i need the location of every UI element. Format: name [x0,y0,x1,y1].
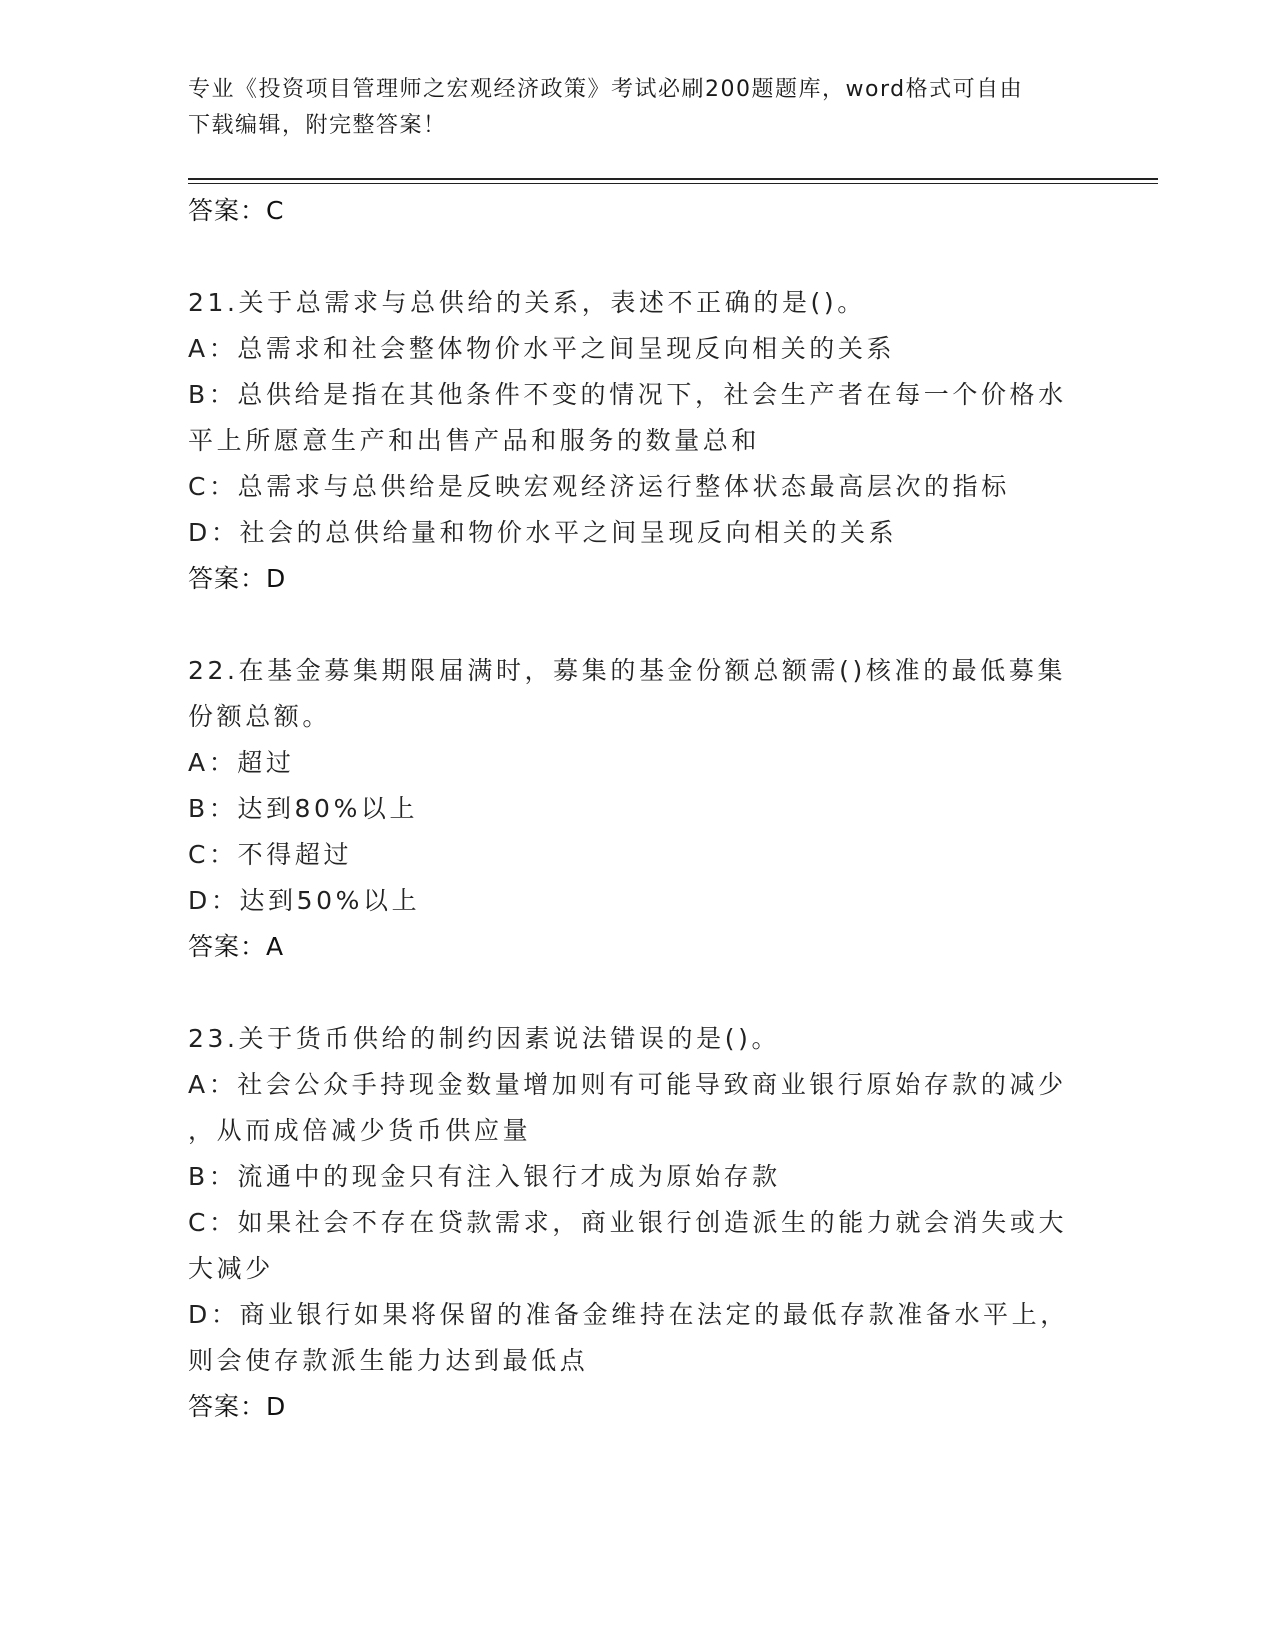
spacer [188,234,1088,280]
option-c: C：如果社会不存在贷款需求，商业银行创造派生的能力就会消失或大 [188,1208,1068,1237]
option-c-continued: 大减少 [188,1254,274,1283]
answer-line: 答案：D [188,1392,287,1421]
option-c: C：不得超过 [188,840,353,869]
option-d: D：达到50%以上 [188,886,421,915]
header-divider [188,178,1158,180]
question-21 [188,280,1088,602]
spacer [188,970,1088,1016]
option-b: B：达到80%以上 [188,794,419,823]
option-a: A：超过 [188,748,295,777]
question-text-continued: 份额总额。 [188,702,332,731]
option-b: B：总供给是指在其他条件不变的情况下，社会生产者在每一个价格水 [188,380,1067,409]
question-list [188,188,1088,1430]
option-a: A：社会公众手持现金数量增加则有可能导致商业银行原始存款的减少 [188,1070,1067,1099]
header-line: 下载编辑，附完整答案！ [188,113,447,138]
spacer [188,602,1088,648]
option-c: C：总需求与总供给是反映宏观经济运行整体状态最高层次的指标 [188,472,1010,501]
option-a: A：总需求和社会整体物价水平之间呈现反向相关的关系 [188,334,896,363]
option-b-continued: 平上所愿意生产和出售产品和服务的数量总和 [188,426,761,455]
answer-line: 答案：A [188,932,285,961]
option-b: B：流通中的现金只有注入银行才成为原始存款 [188,1162,781,1191]
header-line: 专业《投资项目管理师之宏观经济政策》考试必刷200题题库，word格式可自由 [188,77,1024,102]
answer-line: 答案：C [188,196,285,225]
question-22 [188,648,1088,970]
option-a-continued: ，从而成倍减少货币供应量 [188,1116,532,1145]
question-23 [188,1016,1088,1430]
question-text: 22.在基金募集期限届满时，募集的基金份额总额需()核准的最低募集 [188,656,1067,685]
document-header [188,72,1088,144]
question-text: 21.关于总需求与总供给的关系，表述不正确的是()。 [188,288,866,317]
option-d: D：商业银行如果将保留的准备金维持在法定的最低存款准备水平上， [188,1300,1069,1329]
header-divider-thin [188,183,1158,184]
option-d: D：社会的总供给量和物价水平之间呈现反向相关的关系 [188,518,898,547]
option-d-continued: 则会使存款派生能力达到最低点 [188,1346,589,1375]
answer-line: 答案：D [188,564,287,593]
question-text: 23.关于货币供给的制约因素说法错误的是()。 [188,1024,781,1053]
